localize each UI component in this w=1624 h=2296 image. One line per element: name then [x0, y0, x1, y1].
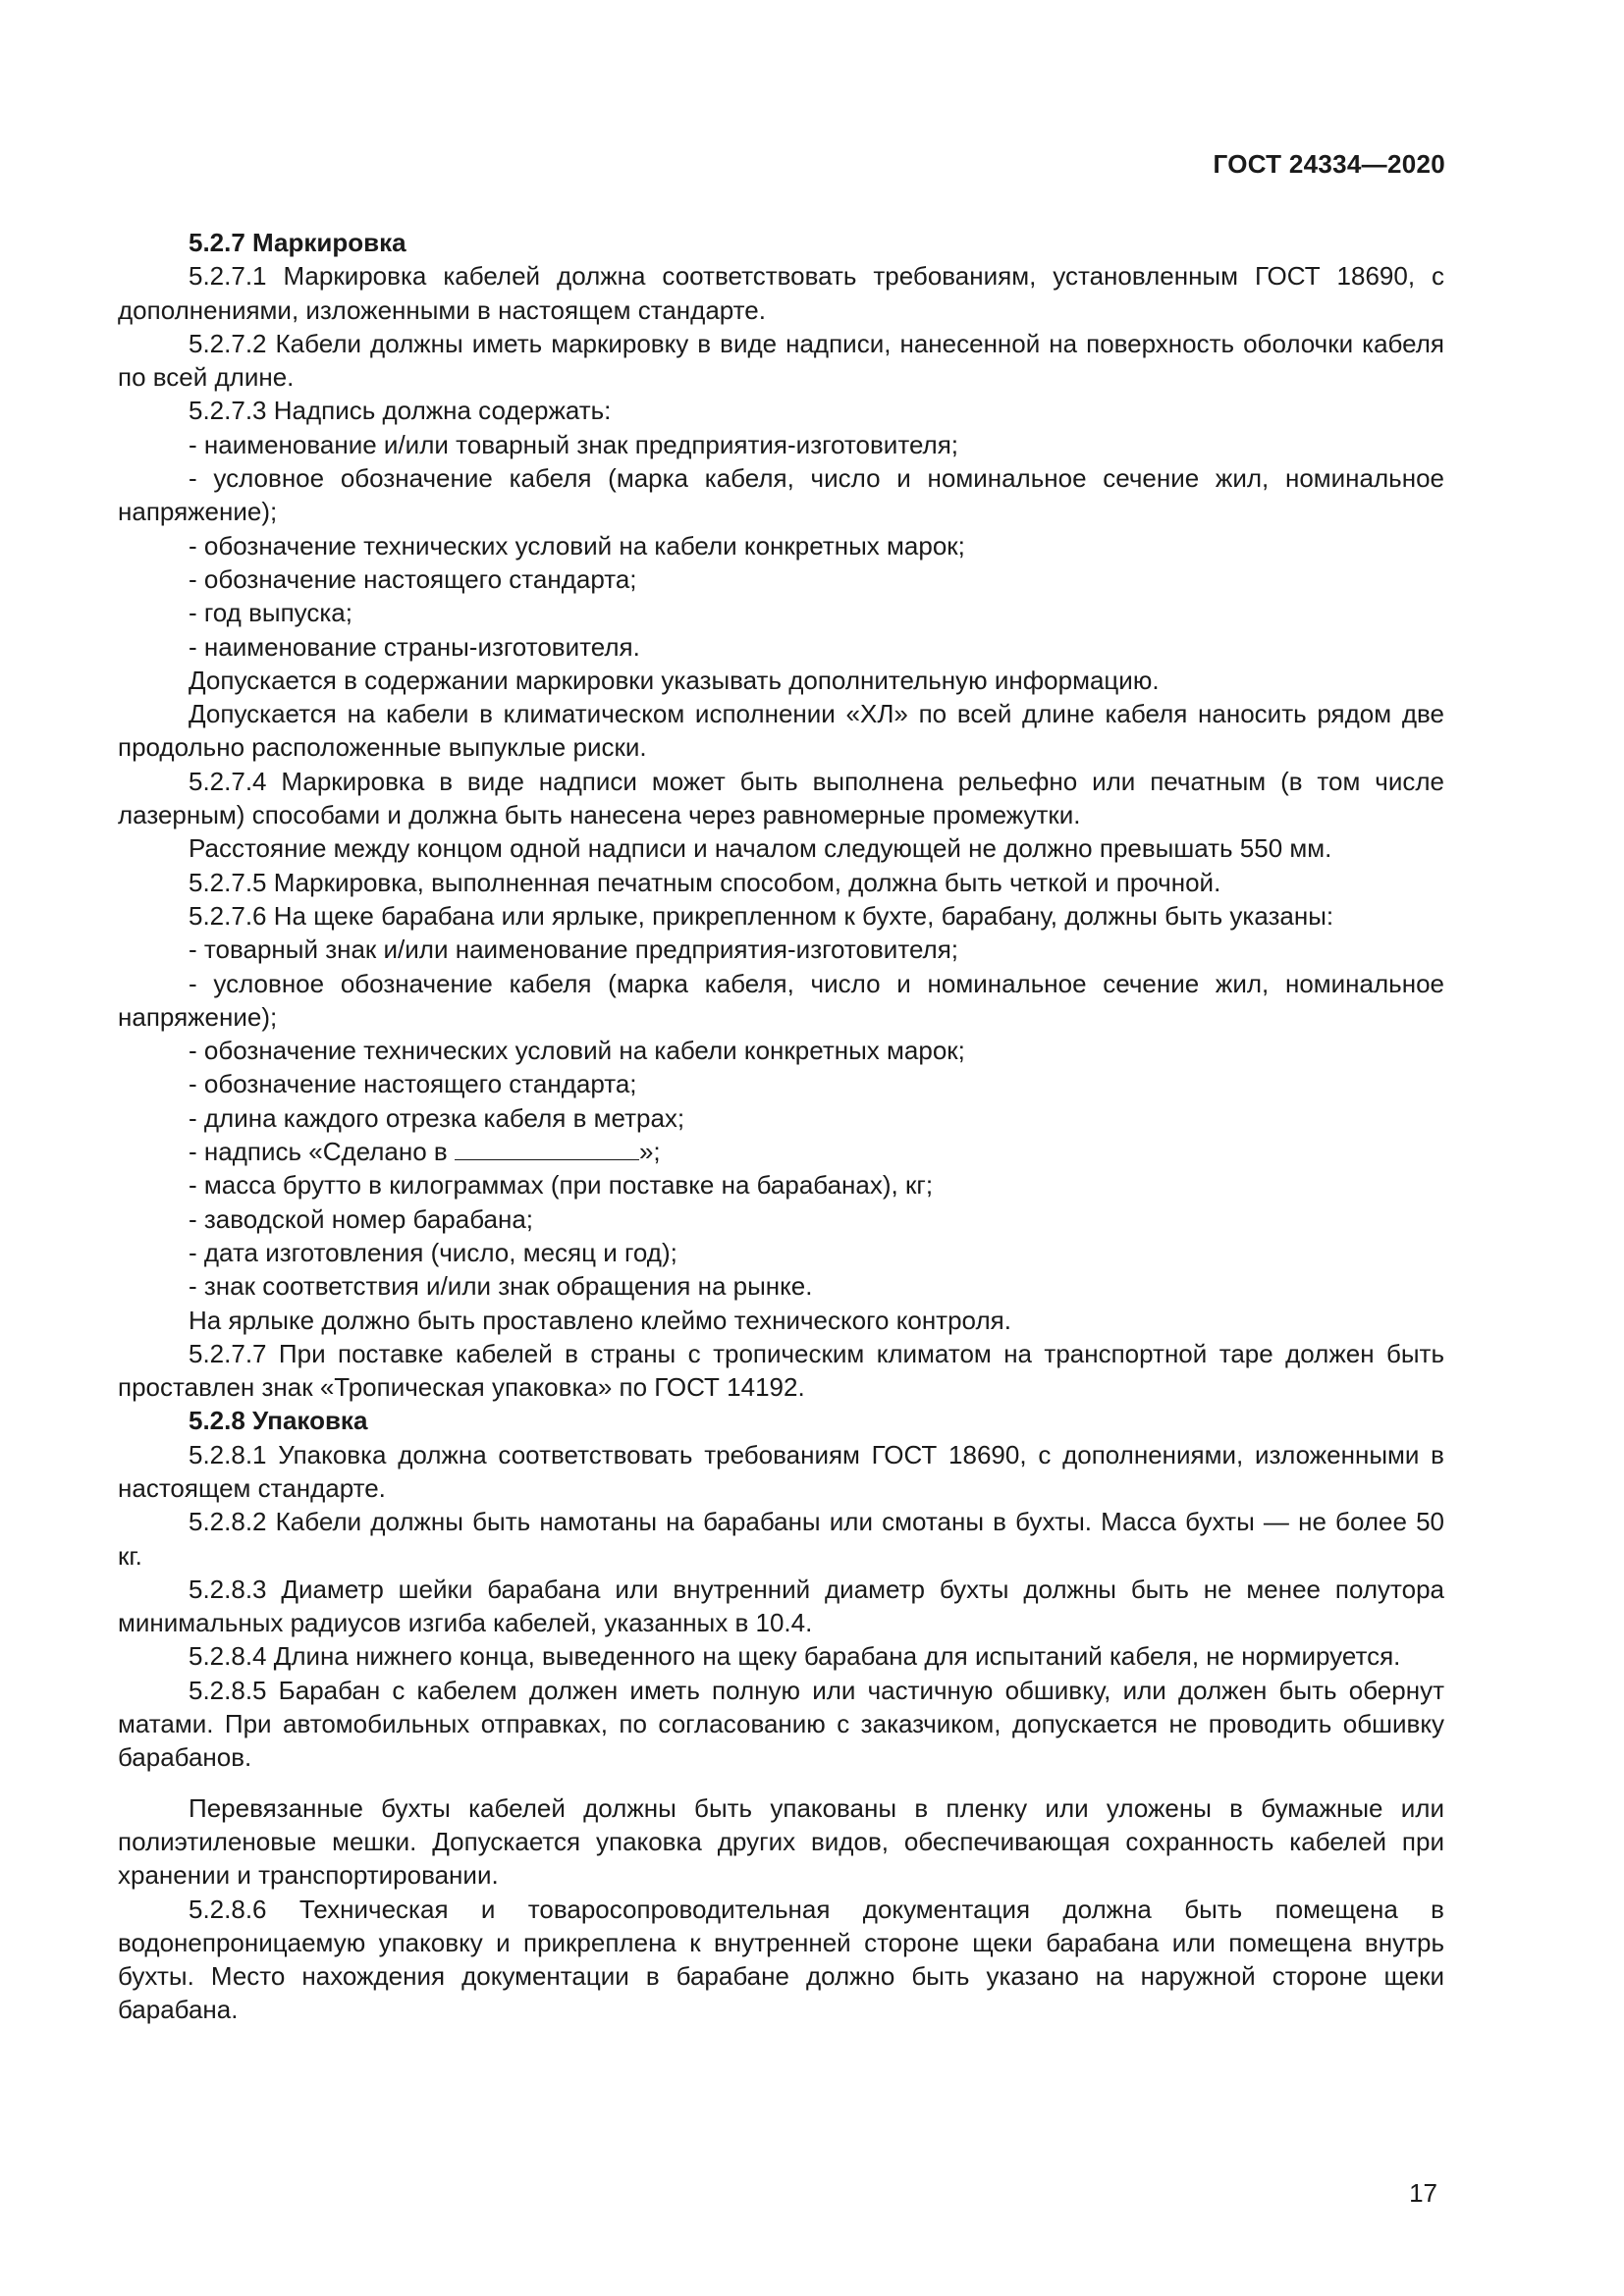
paragraph: 5.2.7.3 Надпись должна содержать:	[189, 396, 612, 426]
section-heading-marking: 5.2.7 Маркировка	[189, 228, 406, 257]
paragraph: 5.2.7.4 Маркировка в виде надписи может быть выполнена рельефно или печатным (в том числе лазерным) способами и должна быть нанесена через равномерные промежутки.	[118, 766, 1444, 830]
section-heading-packaging: 5.2.8 Упаковка	[189, 1406, 368, 1436]
paragraph: 5.2.7.6 На щеке барабана или ярлыке, прикрепленном к бухте, барабану, должны быть указаны:	[189, 900, 1334, 931]
paragraph: Допускается в содержании маркировки указывать дополнительную информацию.	[189, 665, 1160, 695]
list-item: - условное обозначение кабеля (марка кабеля, число и номинальное сечение жил, номинальное напряжение);	[118, 463, 1444, 527]
list-item: - товарный знак и/или наименование предприятия-изготовителя;	[189, 934, 959, 965]
document-header: ГОСТ 24334—2020	[1213, 149, 1445, 179]
list-item: - масса брутто в килограммах (при поставке на барабанах), кг;	[189, 1170, 934, 1201]
list-item: - обозначение технических условий на кабели конкретных марок;	[189, 530, 965, 561]
list-item: - дата изготовления (число, месяц и год);	[189, 1237, 677, 1267]
list-item-made-in	[118, 1135, 1444, 1168]
list-item: - наименование и/или товарный знак предприятия-изготовителя;	[189, 429, 959, 459]
paragraph: Расстояние между концом одной надписи и началом следующей не должно превышать 550 мм.	[189, 833, 1332, 864]
paragraph: 5.2.8.4 Длина нижнего конца, выведенного на щеку барабана для испытаний кабеля, не нормируется.	[189, 1641, 1401, 1672]
paragraph: 5.2.7.7 При поставке кабелей в страны с тропическим климатом на транспортной таре должен быть проставлен знак «Тропическая упаковка» по ГОСТ 14192.	[118, 1338, 1444, 1403]
paragraph: На ярлыке должно быть проставлено клеймо технического контроля.	[189, 1305, 1011, 1335]
paragraph: 5.2.8.3 Диаметр шейки барабана или внутренний диаметр бухты должны быть не менее полутора минимальных радиусов изгиба кабелей, указанных в 10.4.	[118, 1574, 1444, 1638]
list-item: - заводской номер барабана;	[189, 1203, 534, 1234]
list-item: - условное обозначение кабеля (марка кабеля, число и номинальное сечение жил, номинальное напряжение);	[118, 968, 1444, 1032]
paragraph: 5.2.8.2 Кабели должны быть намотаны на барабаны или смотаны в бухты. Масса бухты — не более 50 кг.	[118, 1507, 1444, 1571]
paragraph: 5.2.7.2 Кабели должны иметь маркировку в виде надписи, нанесенной на поверхность оболочки кабеля по всей длине.	[118, 328, 1444, 393]
list-item: - год выпуска;	[189, 598, 352, 628]
page-body	[118, 226, 1444, 2027]
made-in-suffix: »;	[638, 1137, 661, 1167]
page-number: 17	[1409, 2178, 1437, 2208]
list-item: - знак соответствия и/или знак обращения на рынке.	[189, 1271, 813, 1302]
list-item: - обозначение технических условий на кабели конкретных марок;	[189, 1036, 965, 1066]
paragraph: 5.2.8.1 Упаковка должна соответствовать требованиям ГОСТ 18690, с дополнениями, изложенными в настоящем стандарте.	[118, 1439, 1444, 1503]
made-in-prefix: - надпись «Сделано в	[189, 1137, 455, 1167]
list-item: - длина каждого отрезка кабеля в метрах;	[189, 1102, 685, 1133]
paragraph: Перевязанные бухты кабелей должны быть упакованы в пленку или уложены в бумажные или полиэтиленовые мешки. Допускается упаковка других видов, обеспечивающая сохранность кабелей при хранении и транспортировании.	[118, 1792, 1444, 1891]
paragraph: Допускается на кабели в климатическом исполнении «ХЛ» по всей длине кабеля наносить рядом две продольно расположенные выпуклые риски.	[118, 699, 1444, 763]
paragraph: 5.2.8.5 Барабан с кабелем должен иметь полную или частичную обшивку, или должен быть обернут матами. При автомобильных отправках, по согласованию с заказчиком, допускается не проводить обшивку барабанов.	[118, 1675, 1444, 1773]
list-item: - наименование страны-изготовителя.	[189, 631, 640, 662]
list-item: - обозначение настоящего стандарта;	[189, 1069, 637, 1099]
fill-in-blank	[455, 1138, 639, 1160]
paragraph: 5.2.7.5 Маркировка, выполненная печатным способом, должна быть четкой и прочной.	[189, 867, 1221, 897]
paragraph: 5.2.7.1 Маркировка кабелей должна соответствовать требованиям, установленным ГОСТ 18690, с дополнениями, изложенными в настоящем стандарте.	[118, 261, 1444, 325]
paragraph: 5.2.8.6 Техническая и товаросопроводительная документация должна быть помещена в водонепроницаемую упаковку и прикреплена к внутренней стороне щеки барабана или помещена внутрь бухты. Место нахождения документации в барабане должно быть указано на наружной стороне щеки барабана.	[118, 1894, 1444, 2025]
list-item: - обозначение настоящего стандарта;	[189, 563, 637, 594]
